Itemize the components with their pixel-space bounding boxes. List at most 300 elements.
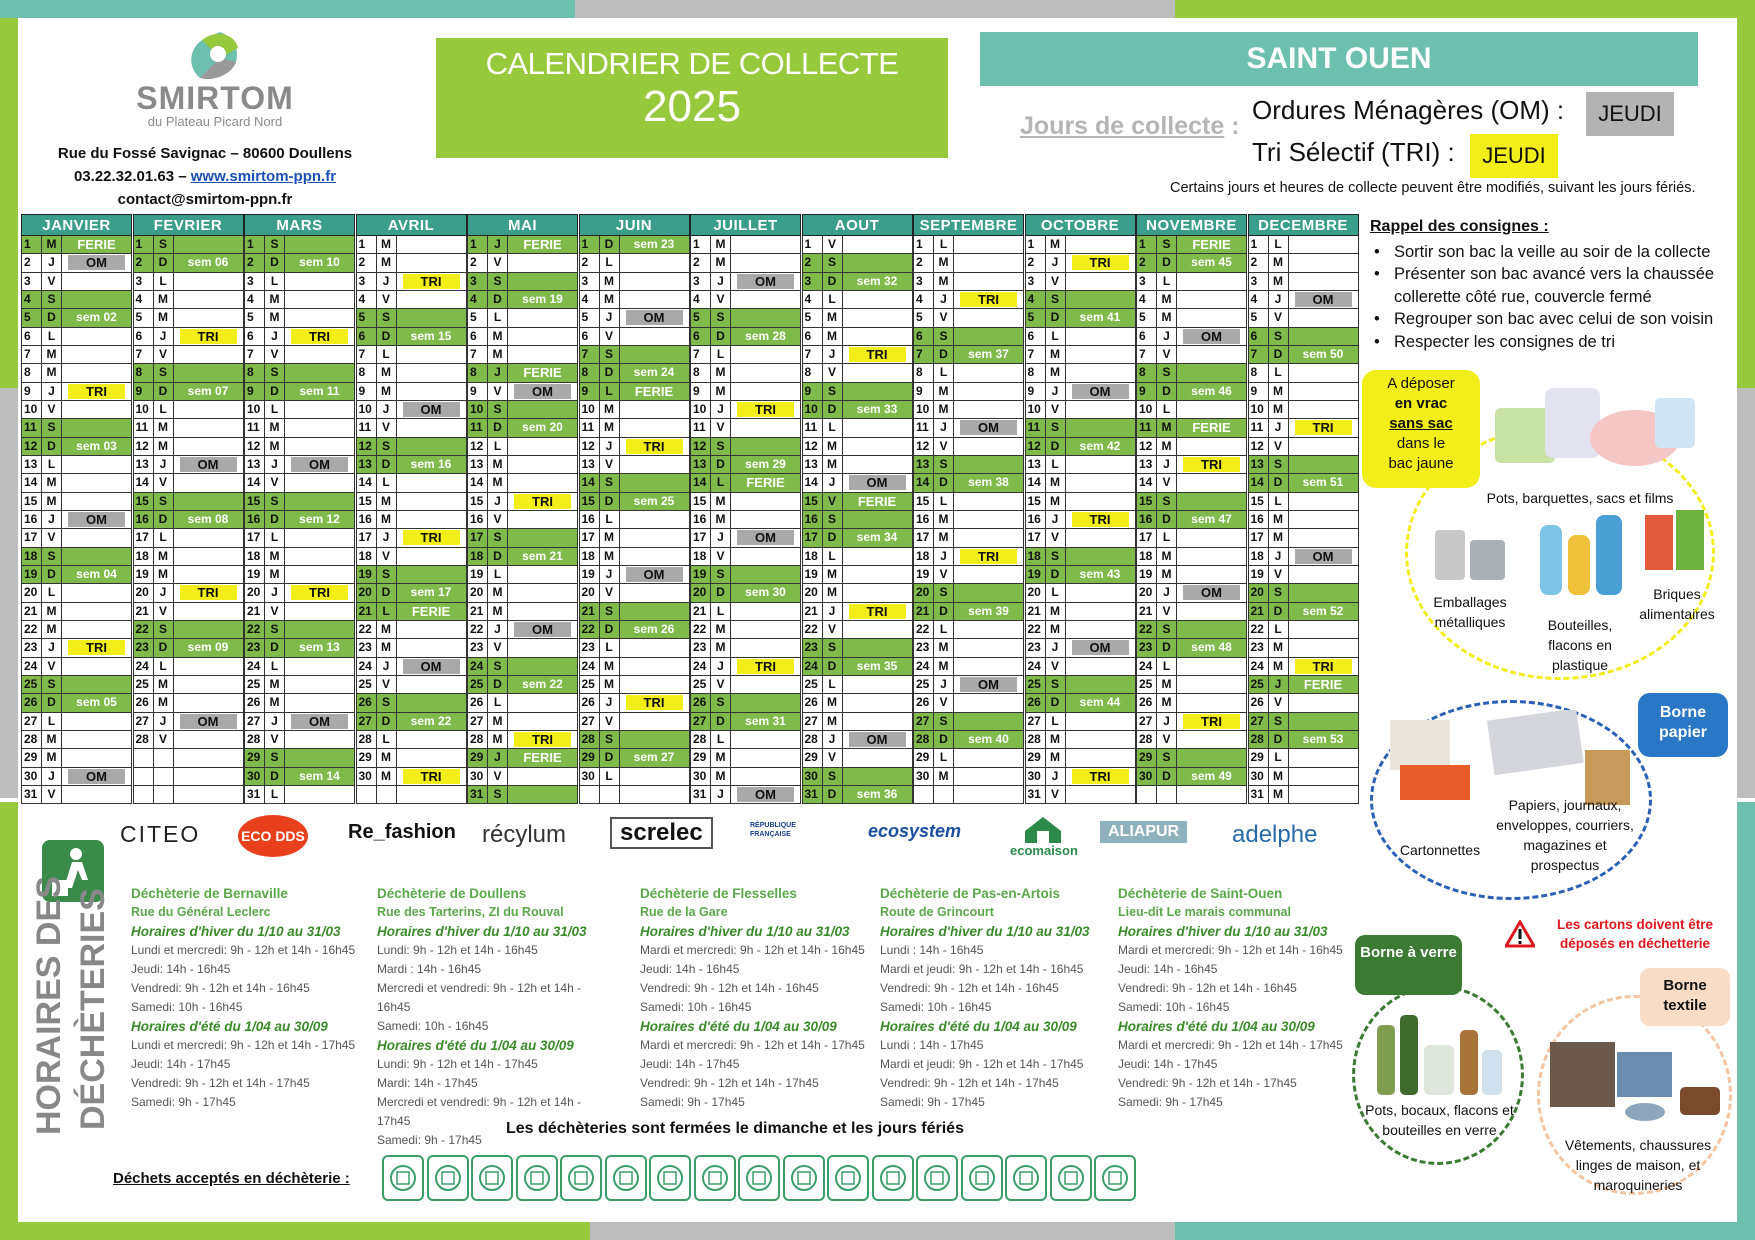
- day-row: [579, 291, 690, 309]
- day-row: [244, 474, 355, 492]
- decheterie-1: [131, 884, 371, 1112]
- day-number: 6: [1026, 328, 1046, 345]
- day-number: 9: [1249, 383, 1269, 400]
- day-row: [690, 749, 801, 767]
- day-number: 7: [691, 346, 711, 363]
- day-weekday: V: [711, 548, 731, 565]
- frame-band: [0, 802, 18, 1222]
- day-weekday: S: [600, 731, 620, 748]
- day-row: [356, 236, 467, 254]
- day-row: [133, 493, 244, 511]
- day-row: [1248, 511, 1359, 529]
- day-weekday: S: [934, 713, 954, 730]
- briques-label: Briques alimentaires: [1639, 586, 1715, 622]
- day-row: [1025, 786, 1136, 804]
- logo-refashion: Re_fashion: [348, 821, 456, 843]
- day-weekday: D: [488, 548, 508, 565]
- day-event-cell: [731, 548, 800, 565]
- decheterie-address: Rue du Général Leclerc: [131, 905, 271, 919]
- day-weekday: M: [600, 291, 620, 308]
- holiday-label: FERIE: [746, 475, 785, 491]
- day-event-cell: [954, 566, 1023, 583]
- day-row: [1248, 621, 1359, 639]
- day-event-cell: [954, 621, 1023, 638]
- day-number: 12: [914, 438, 934, 455]
- day-row: [1025, 621, 1136, 639]
- vertical-title-line: HORAIRES DES: [30, 876, 68, 1135]
- day-row: [579, 456, 690, 474]
- day-row: [21, 474, 132, 492]
- om-collection-badge: OM: [291, 457, 348, 472]
- day-event-cell: [731, 511, 800, 528]
- day-event-cell: [1177, 511, 1246, 528]
- day-event-cell: [285, 309, 354, 326]
- day-number: 28: [1137, 731, 1157, 748]
- day-event-cell: [397, 438, 466, 455]
- day-row: [467, 566, 578, 584]
- hours-line: Vendredi: 9h - 12h et 14h - 17h45: [131, 1076, 310, 1090]
- day-number: 22: [803, 621, 823, 638]
- day-number: 20: [691, 584, 711, 601]
- day-row: [356, 731, 467, 749]
- day-row: [690, 786, 801, 804]
- day-row: [356, 658, 467, 676]
- day-row: [21, 456, 132, 474]
- day-weekday: M: [600, 401, 620, 418]
- tri-collection-badge: TRI: [180, 585, 237, 600]
- day-event-cell: [62, 383, 131, 400]
- day-event-cell: [1177, 548, 1246, 565]
- day-event-cell: [731, 474, 800, 491]
- day-event-cell: [174, 346, 243, 363]
- day-row: [802, 456, 913, 474]
- day-weekday: M: [1157, 438, 1177, 455]
- day-weekday: S: [42, 676, 62, 693]
- day-row: [21, 438, 132, 456]
- day-row: [21, 639, 132, 657]
- lamp-icon: [694, 1155, 736, 1201]
- day-row: [913, 621, 1024, 639]
- day-weekday: D: [1269, 603, 1289, 620]
- holiday-label: FERIE: [1192, 237, 1231, 252]
- day-number: 20: [22, 584, 42, 601]
- day-event-cell: [174, 383, 243, 400]
- day-event-cell: [620, 694, 689, 711]
- day-number: 12: [1249, 438, 1269, 455]
- day-weekday: M: [711, 621, 731, 638]
- day-event-cell: [731, 786, 800, 803]
- week-number-label: sem 07: [187, 383, 229, 398]
- day-weekday: L: [823, 676, 843, 693]
- day-number: 5: [1026, 309, 1046, 326]
- day-number: 31: [1026, 786, 1046, 803]
- pots-label: Pots, barquettes, sacs et films: [1486, 490, 1674, 506]
- day-number: 27: [1026, 713, 1046, 730]
- day-number: 24: [22, 658, 42, 675]
- battery-bottle-icon: [738, 1155, 780, 1201]
- day-row: [133, 401, 244, 419]
- emballages-label: Emballages métalliques: [1433, 594, 1507, 630]
- day-weekday: M: [42, 364, 62, 381]
- day-row: [802, 731, 913, 749]
- day-row: [133, 346, 244, 364]
- day-event-cell: [508, 291, 577, 308]
- day-number: 5: [803, 309, 823, 326]
- frame-band: [0, 1222, 590, 1240]
- day-row: [913, 474, 1024, 492]
- day-row: [244, 584, 355, 602]
- day-weekday: D: [934, 603, 954, 620]
- day-number: 18: [245, 548, 265, 565]
- day-weekday: V: [1157, 474, 1177, 491]
- holiday-label: FERIE: [857, 493, 897, 509]
- day-event-cell: [397, 786, 466, 803]
- day-weekday: M: [823, 584, 843, 601]
- day-row: [690, 511, 801, 529]
- day-weekday: D: [377, 456, 397, 473]
- day-weekday: L: [1046, 584, 1066, 601]
- om-collection-badge: OM: [849, 732, 906, 747]
- day-weekday: M: [1046, 731, 1066, 748]
- hours-line: Mardi et mercredi: 9h - 12h et 14h - 16h45: [640, 943, 865, 957]
- day-weekday: V: [934, 694, 954, 711]
- day-event-cell: [397, 364, 466, 381]
- day-event-cell: [620, 584, 689, 601]
- day-weekday: S: [1157, 621, 1177, 638]
- day-weekday: M: [600, 273, 620, 290]
- day-weekday: L: [488, 694, 508, 711]
- day-event-cell: [285, 273, 354, 290]
- day-event-cell: [62, 493, 131, 510]
- day-row: [1136, 639, 1247, 657]
- day-row: [1248, 291, 1359, 309]
- day-row: [1248, 731, 1359, 749]
- tri-collection-badge: TRI: [960, 292, 1017, 307]
- day-weekday: M: [1157, 694, 1177, 711]
- tri-collection-badge: TRI: [849, 604, 906, 619]
- day-weekday: V: [1157, 731, 1177, 748]
- decheterie-address: Lieu-dit Le marais communal: [1118, 905, 1291, 919]
- day-number: 30: [357, 768, 377, 785]
- week-number-label: sem 25: [633, 493, 675, 508]
- rappel-title-colon: :: [1538, 218, 1549, 235]
- day-weekday: J: [377, 529, 397, 546]
- day-weekday: V: [934, 438, 954, 455]
- day-row: [1136, 254, 1247, 272]
- day-weekday: M: [154, 438, 174, 455]
- day-number: 2: [914, 254, 934, 271]
- day-event-cell: [620, 621, 689, 638]
- day-event-cell: [397, 529, 466, 546]
- day-weekday: M: [600, 419, 620, 436]
- week-number-label: sem 19: [522, 291, 563, 306]
- holiday-label: FERIE: [523, 237, 562, 252]
- day-number: 14: [1026, 474, 1046, 491]
- day-weekday: M: [42, 493, 62, 510]
- week-number-label: sem 43: [1079, 566, 1121, 581]
- day-number: 4: [580, 291, 600, 308]
- day-weekday: L: [154, 273, 174, 290]
- day-number: 12: [357, 438, 377, 455]
- day-number: 24: [580, 658, 600, 675]
- day-event-cell: [1066, 658, 1135, 675]
- day-number: 14: [914, 474, 934, 491]
- day-event-cell: [731, 364, 800, 381]
- day-weekday: V: [377, 548, 397, 565]
- day-weekday: J: [377, 658, 397, 675]
- day-row: [244, 419, 355, 437]
- day-row: [1136, 419, 1247, 437]
- day-number: 14: [691, 474, 711, 491]
- day-number: 6: [468, 328, 488, 345]
- hours-line: Samedi: 10h - 16h45: [880, 1000, 992, 1014]
- day-weekday: S: [154, 621, 174, 638]
- day-number: 24: [1249, 658, 1269, 675]
- day-event-cell: [62, 456, 131, 473]
- day-row: [579, 474, 690, 492]
- day-weekday: M: [265, 309, 285, 326]
- day-number: 24: [468, 658, 488, 675]
- om-collection-badge: OM: [737, 530, 794, 545]
- day-number: 12: [1137, 438, 1157, 455]
- day-row: [1136, 273, 1247, 291]
- day-number: 5: [1137, 309, 1157, 326]
- day-row: [467, 273, 578, 291]
- om-collection-badge: OM: [68, 512, 125, 527]
- week-number-label: sem 09: [187, 640, 229, 655]
- day-event-cell: [285, 548, 354, 565]
- day-number: 23: [691, 639, 711, 656]
- day-number: 31: [1249, 786, 1269, 803]
- month-header: NOVEMBRE: [1136, 214, 1247, 236]
- day-weekday: M: [265, 438, 285, 455]
- day-row: [579, 419, 690, 437]
- day-number: 13: [245, 456, 265, 473]
- day-number: 14: [580, 474, 600, 491]
- day-number: 1: [1137, 236, 1157, 253]
- day-event-cell: [1066, 566, 1135, 583]
- day-number: 15: [22, 493, 42, 510]
- day-weekday: S: [154, 493, 174, 510]
- day-weekday: V: [600, 328, 620, 345]
- hours-line: Samedi: 9h - 17h45: [1118, 1095, 1223, 1109]
- day-weekday: M: [711, 511, 731, 528]
- day-event-cell: [397, 456, 466, 473]
- day-row: [21, 401, 132, 419]
- day-row: [21, 621, 132, 639]
- day-row: [690, 438, 801, 456]
- day-row: [690, 474, 801, 492]
- verre-label: Pots, bocaux, flacons et bouteilles en verre: [1365, 1102, 1514, 1138]
- day-row: [1025, 639, 1136, 657]
- closed-notice: Les déchèteries sont fermées le dimanche et les jours fériés: [506, 1120, 964, 1137]
- deposer-line: A déposer: [1387, 375, 1455, 392]
- day-row: [1025, 474, 1136, 492]
- day-weekday: J: [934, 676, 954, 693]
- decheterie-address: Route de Grincourt: [880, 905, 994, 919]
- day-row: [356, 401, 467, 419]
- day-number: 6: [803, 328, 823, 345]
- hours-line: Vendredi: 9h - 12h et 14h - 16h45: [131, 981, 310, 995]
- week-number-label: sem 50: [1302, 346, 1344, 361]
- day-event-cell: [731, 621, 800, 638]
- day-event-cell: [62, 419, 131, 436]
- day-event-cell: [954, 676, 1023, 693]
- day-event-cell: [62, 529, 131, 546]
- day-event-cell: [62, 603, 131, 620]
- day-row: [133, 639, 244, 657]
- day-row: [467, 254, 578, 272]
- tri-day: JEUDI: [1470, 134, 1558, 178]
- day-event-cell: [397, 401, 466, 418]
- day-event-cell: [1177, 346, 1246, 363]
- day-number: 21: [914, 603, 934, 620]
- day-number: 6: [691, 328, 711, 345]
- day-row: [356, 419, 467, 437]
- day-row: [1136, 566, 1247, 584]
- day-number: 4: [245, 291, 265, 308]
- day-weekday: V: [488, 511, 508, 528]
- day-row: [913, 731, 1024, 749]
- day-row: [467, 383, 578, 401]
- day-event-cell: [1289, 364, 1358, 381]
- day-weekday: M: [823, 309, 843, 326]
- day-number: 3: [691, 273, 711, 290]
- day-row: [467, 584, 578, 602]
- day-row: [802, 713, 913, 731]
- day-number: 17: [691, 529, 711, 546]
- day-weekday: M: [42, 346, 62, 363]
- day-weekday: D: [823, 658, 843, 675]
- day-row: [467, 529, 578, 547]
- day-event-cell: [620, 474, 689, 491]
- day-row: [802, 511, 913, 529]
- day-event-cell: [843, 731, 912, 748]
- day-number: 20: [580, 584, 600, 601]
- website-link[interactable]: www.smirtom-ppn.fr: [190, 168, 337, 185]
- day-number: 27: [914, 713, 934, 730]
- day-event-cell: [508, 401, 577, 418]
- day-number: 6: [357, 328, 377, 345]
- day-number: 1: [803, 236, 823, 253]
- day-number: 16: [22, 511, 42, 528]
- month-header: MARS: [244, 214, 355, 236]
- day-event-cell: [731, 493, 800, 510]
- day-weekday: M: [488, 346, 508, 363]
- day-event-cell: [843, 713, 912, 730]
- day-event-cell: [62, 694, 131, 711]
- winter-hours-title: Horaires d'hiver du 1/10 au 31/03: [131, 924, 341, 939]
- day-row: [579, 493, 690, 511]
- day-number: 21: [1026, 603, 1046, 620]
- day-row: [690, 346, 801, 364]
- day-event-cell: [508, 493, 577, 510]
- day-event-cell: [1066, 694, 1135, 711]
- day-number: 22: [468, 621, 488, 638]
- day-number: 12: [580, 438, 600, 455]
- day-row: [1025, 438, 1136, 456]
- day-number: 17: [580, 529, 600, 546]
- day-number: 12: [468, 438, 488, 455]
- day-number: 20: [245, 584, 265, 601]
- day-number: 7: [1249, 346, 1269, 363]
- day-row: [913, 548, 1024, 566]
- day-row: [802, 474, 913, 492]
- day-event-cell: [843, 676, 912, 693]
- day-weekday: M: [488, 456, 508, 473]
- day-number: 18: [580, 548, 600, 565]
- day-row: [913, 273, 1024, 291]
- day-number: 19: [468, 566, 488, 583]
- day-number: 8: [1026, 364, 1046, 381]
- day-event-cell: [285, 419, 354, 436]
- textile-illustration-icon: [1545, 1032, 1725, 1127]
- day-weekday: M: [1269, 273, 1289, 290]
- day-weekday: M: [1269, 254, 1289, 271]
- day-event-cell: [174, 658, 243, 675]
- day-event-cell: [843, 639, 912, 656]
- day-row: [802, 548, 913, 566]
- day-row: [579, 273, 690, 291]
- day-number: 14: [245, 474, 265, 491]
- day-row: [467, 474, 578, 492]
- email[interactable]: contact@smirtom-ppn.fr: [117, 191, 293, 208]
- month-juin: [579, 214, 690, 804]
- day-weekday: L: [42, 584, 62, 601]
- day-number: 24: [1137, 658, 1157, 675]
- day-row: [1248, 383, 1359, 401]
- day-weekday: D: [154, 511, 174, 528]
- day-number: 8: [357, 364, 377, 381]
- day-row: [579, 786, 690, 804]
- day-row: [690, 254, 801, 272]
- day-row: [1248, 786, 1359, 804]
- day-row: [1136, 236, 1247, 254]
- day-weekday: V: [488, 383, 508, 400]
- day-row: [244, 364, 355, 382]
- day-number: 13: [357, 456, 377, 473]
- day-number: 3: [134, 273, 154, 290]
- day-number: 4: [1026, 291, 1046, 308]
- day-row: [913, 768, 1024, 786]
- day-event-cell: [1177, 474, 1246, 491]
- day-row: [579, 511, 690, 529]
- day-event-cell: [174, 419, 243, 436]
- cartons-warning: Les cartons doivent être déposés en déchetterie: [1556, 917, 1714, 951]
- day-weekday: D: [711, 456, 731, 473]
- day-row: [579, 529, 690, 547]
- jours-label-text: Jours de collecte: [1020, 112, 1225, 140]
- day-number: 11: [914, 419, 934, 436]
- day-number: 3: [1249, 273, 1269, 290]
- day-weekday: J: [823, 346, 843, 363]
- day-event-cell: [285, 346, 354, 363]
- day-weekday: V: [154, 474, 174, 491]
- day-event-cell: [174, 584, 243, 601]
- day-weekday: D: [488, 419, 508, 436]
- day-number: 11: [357, 419, 377, 436]
- day-weekday: S: [488, 658, 508, 675]
- day-event-cell: [1066, 383, 1135, 400]
- day-event-cell: [1289, 456, 1358, 473]
- holiday-label: FERIE: [77, 237, 116, 252]
- hours-line: Mardi : 14h - 16h45: [377, 962, 482, 976]
- day-number: 2: [691, 254, 711, 271]
- day-weekday: S: [823, 639, 843, 656]
- week-number-label: sem 32: [856, 273, 898, 288]
- day-event-cell: [1177, 254, 1246, 271]
- day-weekday: M: [934, 658, 954, 675]
